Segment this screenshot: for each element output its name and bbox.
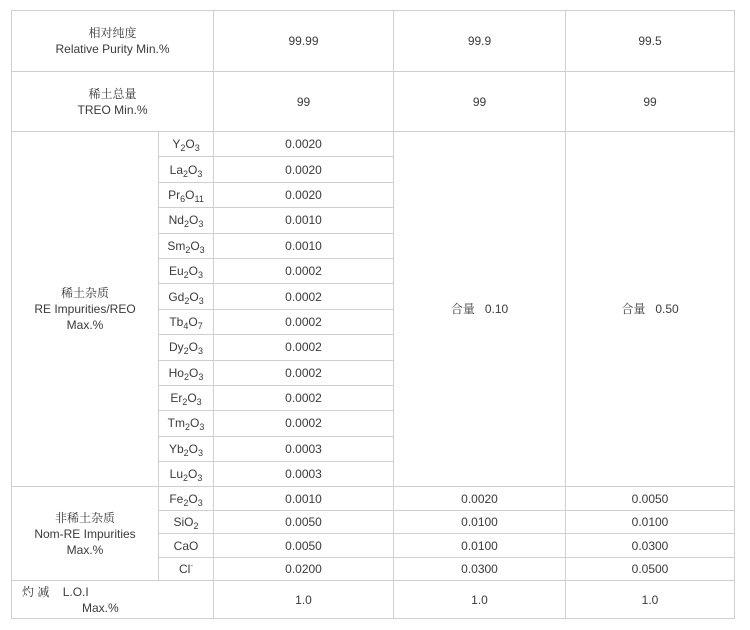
formula-subscript: 2 [183,447,189,458]
re-total-label: 合量 [621,302,646,317]
formula-subscript: 3 [196,397,202,408]
formula-subscript: 2 [183,219,189,230]
re-total-label: 合量 [450,302,475,317]
formula-subscript: 4 [183,320,189,331]
impurity-formula [159,309,214,334]
loi-cn: 灼 减 [22,584,50,599]
impurity-formula [159,411,214,436]
re-total-value: 0.50 [655,302,679,317]
formula-subscript: 2 [180,143,186,154]
impurity-formula [159,487,214,511]
loi-label [12,581,214,619]
formula-subscript: 2 [193,521,199,532]
impurity-value: 0.0500 [566,557,735,581]
formula-subscript: 3 [199,422,205,433]
purity-value: 99.5 [566,11,735,72]
loi-unit: Max.% [82,600,119,615]
formula-element: Er [170,391,183,406]
formula-element: La [169,162,183,177]
impurity-value: 0.0050 [566,487,735,511]
formula-subscript: 3 [197,497,203,508]
formula-subscript: 2 [185,244,191,255]
formula-subscript: 3 [197,168,203,179]
impurity-value: 0.0002 [214,385,394,410]
treo-value: 99 [566,72,735,132]
loi-value: 1.0 [214,581,394,619]
formula-element: Lu [169,467,183,482]
formula-element: Dy [168,340,184,355]
impurity-value: 0.0002 [214,258,394,283]
impurity-value: 0.0010 [214,487,394,511]
formula-subscript: 2 [183,473,189,484]
formula-element: Yb [168,441,184,456]
treo-row [12,72,735,132]
formula-subscript: 3 [198,447,204,458]
formula-element: Fe [169,491,184,506]
formula-element: Tm [167,416,185,431]
formula-element: Ho [168,365,184,380]
impurity-value: 0.0003 [214,462,394,487]
formula-subscript: 3 [198,270,204,281]
impurity-value: 0.0002 [214,309,394,334]
loi-line [22,584,213,600]
impurity-formula [159,208,214,233]
formula-element: Eu [168,264,184,279]
table-row [12,132,735,157]
impurity-value: 0.0200 [214,557,394,581]
impurity-value: 0.0020 [394,487,566,511]
formula-subscript: 2 [183,346,189,357]
formula-subscript: 3 [199,244,205,255]
formula-element: O [188,264,199,279]
impurity-value: 0.0100 [394,510,566,534]
formula-subscript: 2 [183,371,189,382]
formula-subscript: 2 [183,270,189,281]
formula-subscript: 6 [180,193,186,204]
formula-subscript: 3 [198,371,204,382]
impurity-value: 0.0002 [214,335,394,360]
formula-subscript: 2 [184,295,190,306]
impurity-formula [159,462,214,487]
non-re-unit: Max.% [66,542,104,557]
re-impurities-en: RE Impurities/REO [34,302,136,317]
treo-value: 99 [394,72,566,132]
formula-subscript: 2 [182,397,188,408]
impurity-value: 0.0100 [394,534,566,558]
impurity-formula [159,132,214,157]
impurity-value: 0.0300 [394,557,566,581]
re-total-value: 0.10 [484,302,509,317]
formula-element: Nd [168,213,184,228]
rare-earth-spec-table [11,10,735,619]
formula-element: O [185,137,195,152]
impurity-value: 0.0100 [566,510,735,534]
formula-subscript: 3 [198,219,204,230]
formula-element: O [190,238,200,253]
impurity-value: 0.0020 [214,182,394,207]
formula-element: O [190,416,200,431]
treo-value: 99 [214,72,394,132]
impurity-formula [159,182,214,207]
formula-element: CaO [173,538,199,553]
formula-element: O [189,365,199,380]
impurity-value: 0.0003 [214,436,394,461]
impurity-formula [159,335,214,360]
impurity-value: 0.0050 [214,510,394,534]
impurity-formula [159,385,214,410]
impurity-formula [159,534,214,558]
purity-value: 99.9 [394,11,566,72]
formula-element: O [189,213,199,228]
re-total-cell [566,132,735,487]
impurity-formula [159,258,214,283]
formula-element: O [188,340,199,355]
impurity-value: 0.0010 [214,208,394,233]
formula-subscript: 3 [198,295,204,306]
impurity-value: 0.0020 [214,132,394,157]
formula-element: O [188,162,198,177]
formula-subscript: 3 [197,473,203,484]
impurity-formula [159,157,214,182]
treo-cn: 稀土总量 [88,86,137,101]
formula-subscript: 11 [194,193,204,204]
formula-element: O [187,391,197,406]
non-re-en: Nom-RE Impurities [34,526,136,541]
formula-element: Pr [168,187,181,202]
spec-table-body [12,11,735,619]
purity-value: 99.99 [214,11,394,72]
treo-en: TREO Min.% [77,102,148,117]
formula-element: Y [172,137,181,152]
loi-en: L.O.I [62,584,89,599]
re-impurities-label [12,132,159,487]
impurity-value: 0.0002 [214,360,394,385]
impurity-formula [159,233,214,258]
formula-element: Tb [169,314,184,329]
relative-purity-en: Relative Purity Min.% [55,42,170,56]
formula-subscript: 2 [183,168,189,179]
impurity-value: 0.0020 [214,157,394,182]
impurity-formula [159,436,214,461]
formula-element: Cl [179,562,191,577]
relative-purity-cn: 相对纯度 [88,26,137,40]
loi-value: 1.0 [566,581,735,619]
formula-subscript: 3 [194,143,200,154]
formula-superscript: - [190,561,194,571]
formula-subscript: 7 [197,320,203,331]
loi-row [12,581,735,619]
impurity-formula [159,557,214,581]
non-re-impurities-label [12,487,159,581]
impurity-formula [159,284,214,309]
re-total-cell [394,132,566,487]
re-impurities-unit: Max.% [66,318,104,333]
formula-element: O [185,187,195,202]
formula-subscript: 2 [184,422,190,433]
formula-element: O [188,467,198,482]
non-re-cn: 非稀土杂质 [54,510,115,525]
impurity-value: 0.0002 [214,411,394,436]
treo-label [12,72,214,132]
formula-element: SiO [173,515,194,530]
purity-row [12,11,735,72]
impurity-formula [159,510,214,534]
impurity-value: 0.0010 [214,233,394,258]
loi-value: 1.0 [394,581,566,619]
formula-subscript: 3 [198,346,204,357]
impurity-value: 0.0300 [566,534,735,558]
formula-element: O [188,441,199,456]
impurity-formula [159,360,214,385]
formula-element: O [188,314,198,329]
formula-element: Gd [168,289,185,304]
formula-element: O [188,491,198,506]
formula-element: O [189,289,199,304]
relative-purity-label [12,11,214,72]
impurity-value: 0.0002 [214,284,394,309]
table-row [12,487,735,511]
formula-subscript: 2 [183,497,189,508]
formula-element: Sm [167,238,186,253]
impurity-value: 0.0050 [214,534,394,558]
re-impurities-cn: 稀土杂质 [60,286,109,301]
